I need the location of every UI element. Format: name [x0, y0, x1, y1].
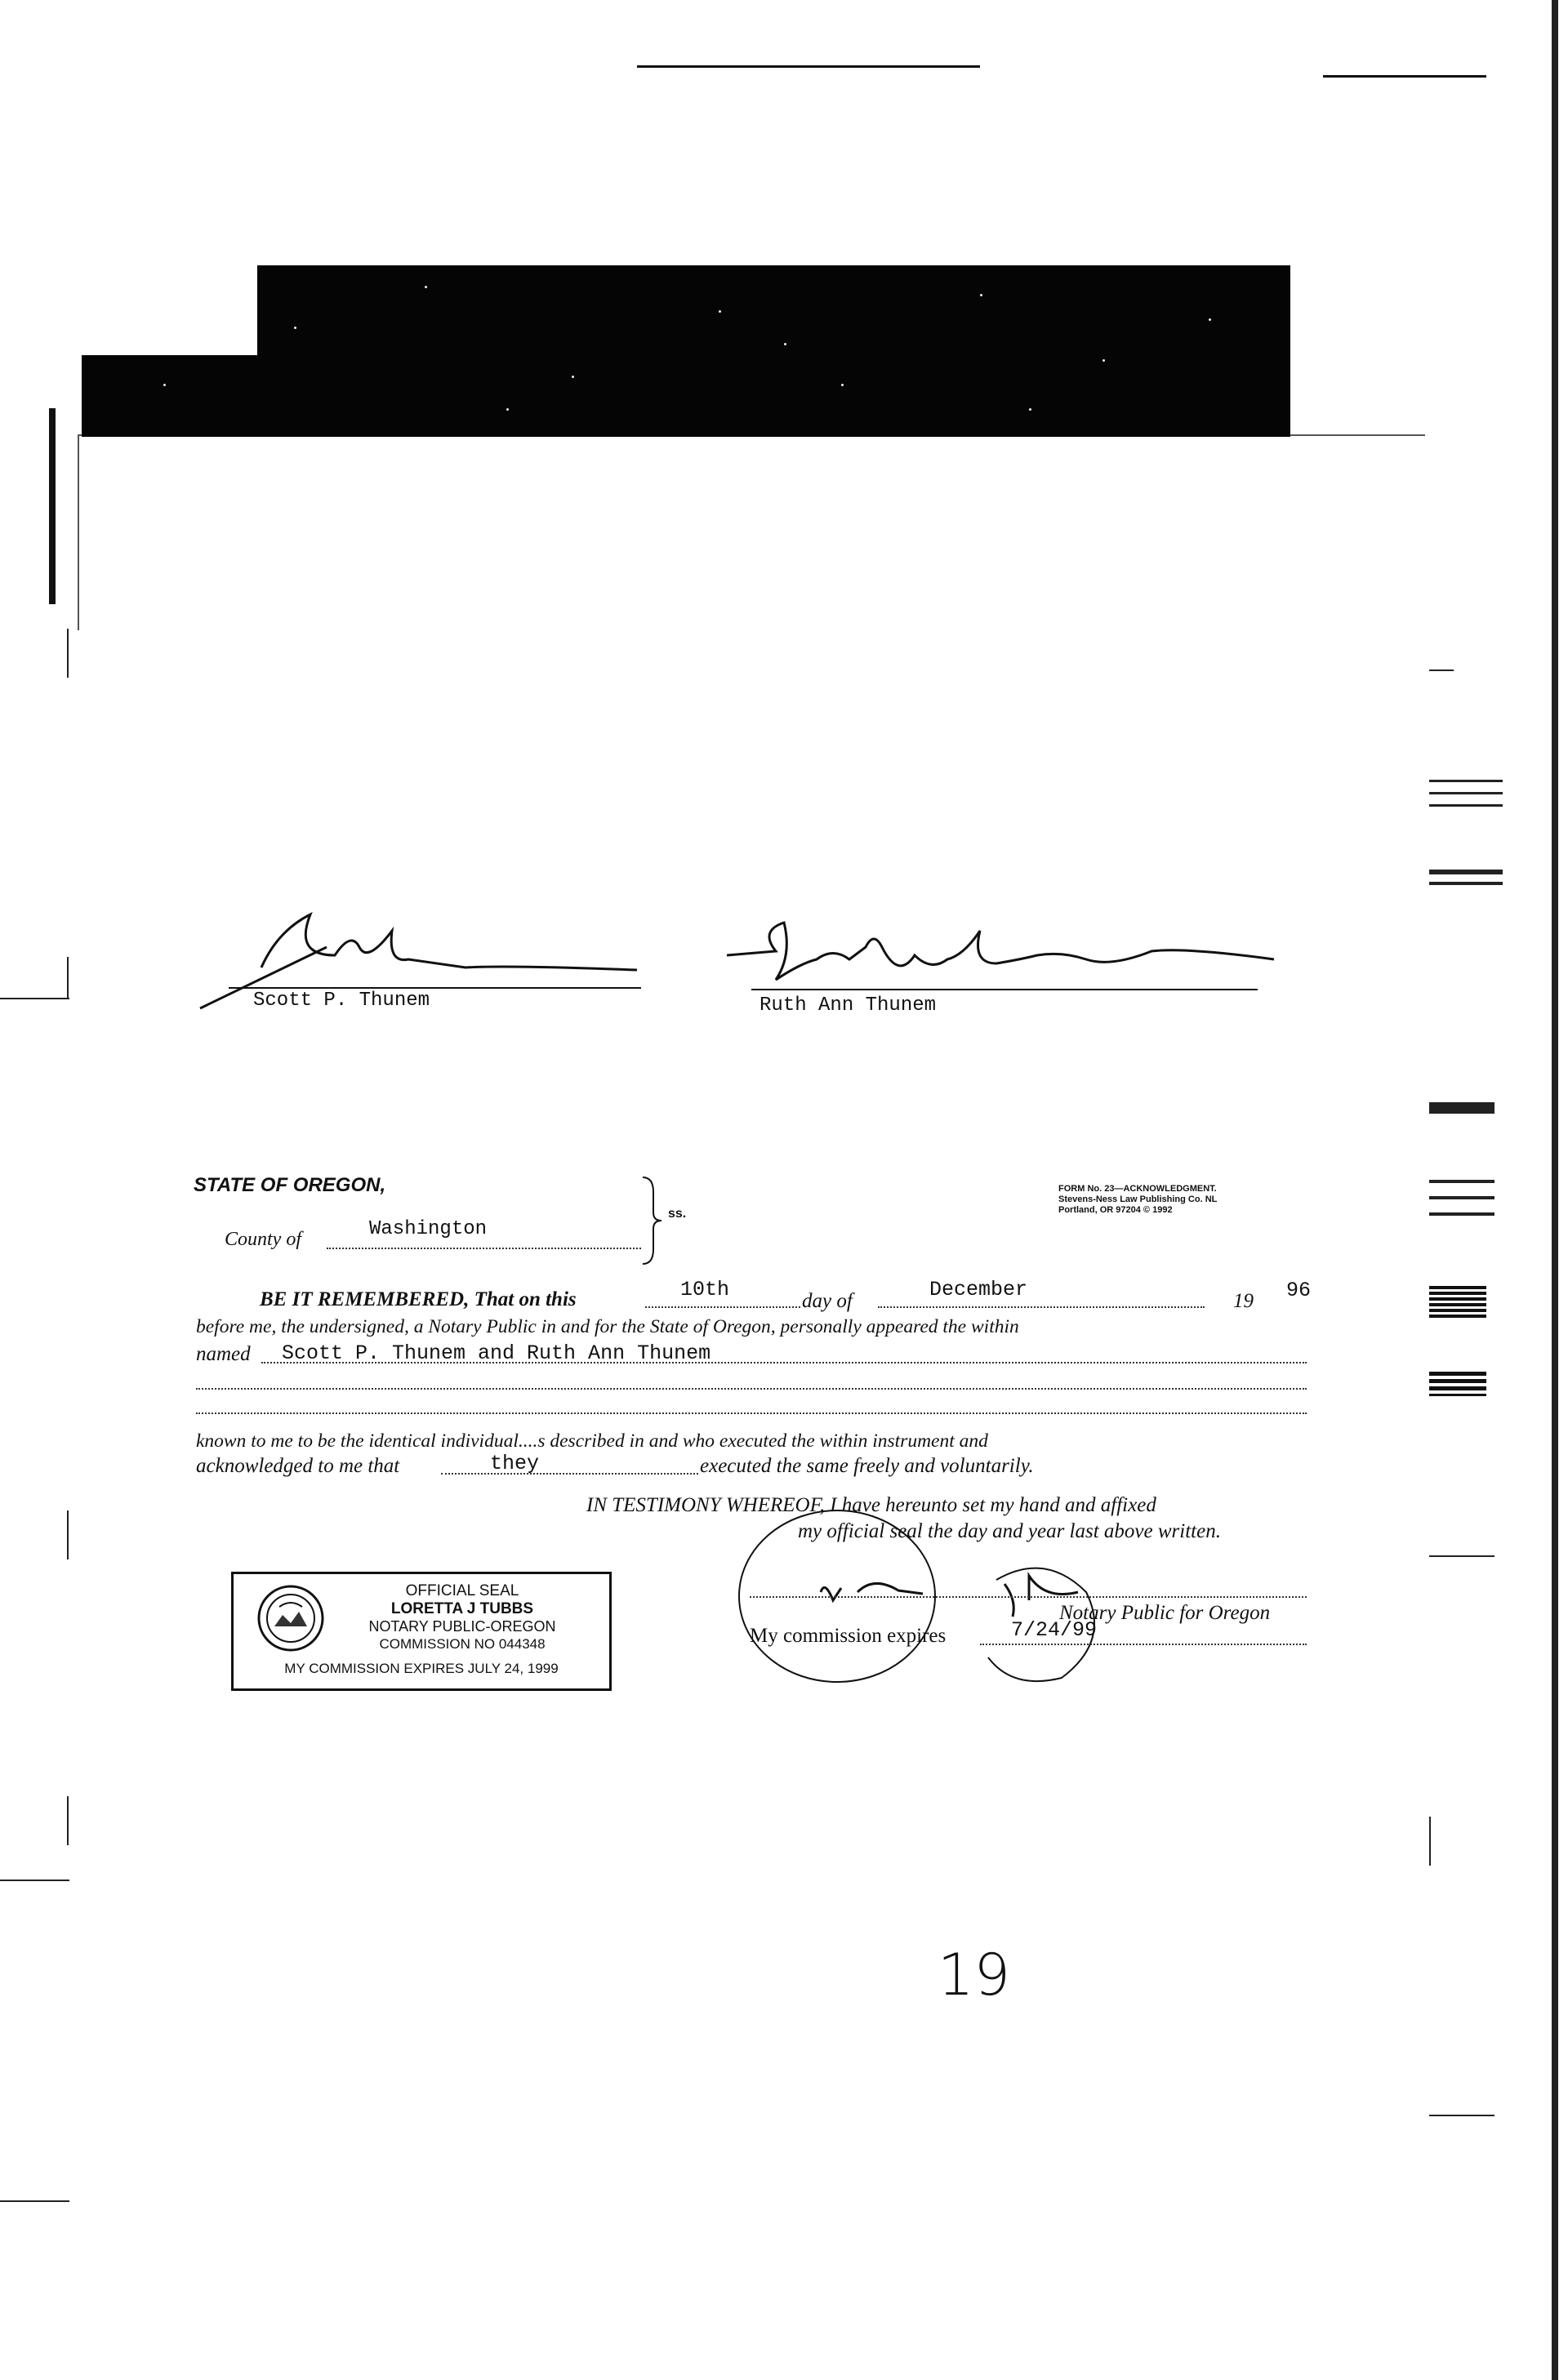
- blank-dotline-2: [196, 1412, 1307, 1414]
- left-margin-mark-3: [0, 1880, 69, 1881]
- undersigned-line: before me, the undersigned, a Notary Public in and for the State of Oregon, personally appeared the within: [196, 1316, 1019, 1337]
- redaction-block-upper: [257, 265, 1290, 437]
- state-seal-emblem: [256, 1584, 325, 1653]
- right-bar-5: [1429, 882, 1503, 885]
- form-info: [1058, 1184, 1303, 1216]
- blank-dotline-1: [196, 1388, 1307, 1390]
- scan-top-line: [637, 65, 980, 68]
- left-margin-mark-6: [67, 629, 69, 678]
- right-bar-10: [1429, 1286, 1486, 1319]
- ss-label: ss.: [668, 1207, 687, 1221]
- right-margin-mark-3: [1429, 2115, 1494, 2116]
- testimony-line1: IN TESTIMONY WHEREOF, I have hereunto set my hand and affixed: [586, 1494, 1156, 1516]
- page-number: 19: [938, 1942, 1011, 2009]
- commission-label: My commission expires: [750, 1625, 947, 1647]
- right-bar-4: [1429, 870, 1503, 874]
- day-dotline: [645, 1306, 800, 1308]
- right-margin-mark-2: [1429, 1555, 1494, 1557]
- left-margin-mark-4: [0, 2200, 69, 2202]
- commission-dotline: [980, 1644, 1307, 1645]
- right-bar-11: [1429, 1372, 1486, 1396]
- month-value: December: [929, 1278, 1028, 1301]
- named-persons: Scott P. Thunem and Ruth Ann Thunem: [282, 1341, 711, 1365]
- redaction-block-lower: [82, 355, 261, 437]
- left-margin-mark-2: [67, 957, 69, 998]
- month-dotline: [878, 1306, 1205, 1308]
- form-info-line1: FORM No. 23—ACKNOWLEDGMENT.: [1058, 1184, 1217, 1194]
- notary-seal-embossing: [735, 1502, 1176, 1698]
- page-edge-left: [78, 434, 79, 630]
- day-of-label: day of: [802, 1290, 853, 1312]
- seal-line1: OFFICIAL SEAL: [405, 1582, 519, 1599]
- signer2-name: Ruth Ann Thunem: [760, 994, 937, 1017]
- day-value: 10th: [680, 1278, 730, 1301]
- left-margin-mark-7: [67, 1796, 69, 1845]
- remembered-lead: BE IT REMEMBERED, That on this: [260, 1288, 577, 1310]
- ack-prefix: acknowledged to me that: [196, 1455, 400, 1477]
- right-bar-8: [1429, 1196, 1494, 1199]
- right-bar-3: [1429, 804, 1503, 807]
- brace: [641, 1176, 666, 1266]
- known-line: known to me to be the identical individual....s described in and who executed the within instrument and: [196, 1430, 988, 1452]
- right-bar-2: [1429, 792, 1503, 794]
- scan-right-edge: [1552, 0, 1558, 2380]
- right-bar-7: [1429, 1180, 1494, 1183]
- left-margin-mark-5: [67, 1510, 69, 1559]
- year-prefix: 19: [1233, 1290, 1254, 1312]
- county-label: County of: [225, 1229, 301, 1250]
- county-value: Washington: [369, 1218, 488, 1240]
- ack-dotline: [441, 1473, 698, 1475]
- form-info-line2: Stevens-Ness Law Publishing Co. NL: [1058, 1194, 1218, 1204]
- seal-line2: LORETTA J TUBBS: [390, 1600, 534, 1617]
- right-bar-1: [1429, 780, 1503, 782]
- notary-signature-dotline: [750, 1596, 1307, 1598]
- ack-suffix: executed the same freely and voluntarily.: [700, 1455, 1034, 1477]
- right-margin-mark-4: [1429, 1817, 1431, 1866]
- right-margin-mark-1: [1429, 670, 1454, 671]
- official-seal-box: [231, 1572, 612, 1691]
- year-value: 96: [1286, 1279, 1312, 1302]
- left-margin-mark-1: [0, 998, 69, 999]
- right-bar-6: [1429, 1102, 1494, 1114]
- signature-ruth-thunem: [727, 914, 1282, 1004]
- named-label: named: [196, 1343, 251, 1365]
- seal-line4: COMMISSION NO 044348: [379, 1636, 546, 1652]
- commission-date: 7/24/99: [1011, 1618, 1098, 1642]
- county-dotline: [327, 1248, 641, 1249]
- state-of-oregon: STATE OF OREGON,: [194, 1174, 386, 1196]
- form-info-line3: Portland, OR 97204 © 1992: [1058, 1205, 1173, 1215]
- right-bar-9: [1429, 1212, 1494, 1216]
- signer1-name: Scott P. Thunem: [253, 990, 430, 1012]
- ack-value: they: [490, 1452, 540, 1475]
- scan-top-line-2: [1323, 75, 1486, 78]
- seal-line5: MY COMMISSION EXPIRES JULY 24, 1999: [284, 1661, 559, 1676]
- notary-title: Notary Public for Oregon: [1059, 1602, 1271, 1624]
- scan-left-mark: [49, 408, 56, 604]
- testimony-line2: my official seal the day and year last above written.: [798, 1520, 1221, 1542]
- seal-line3: NOTARY PUBLIC-OREGON: [368, 1618, 556, 1635]
